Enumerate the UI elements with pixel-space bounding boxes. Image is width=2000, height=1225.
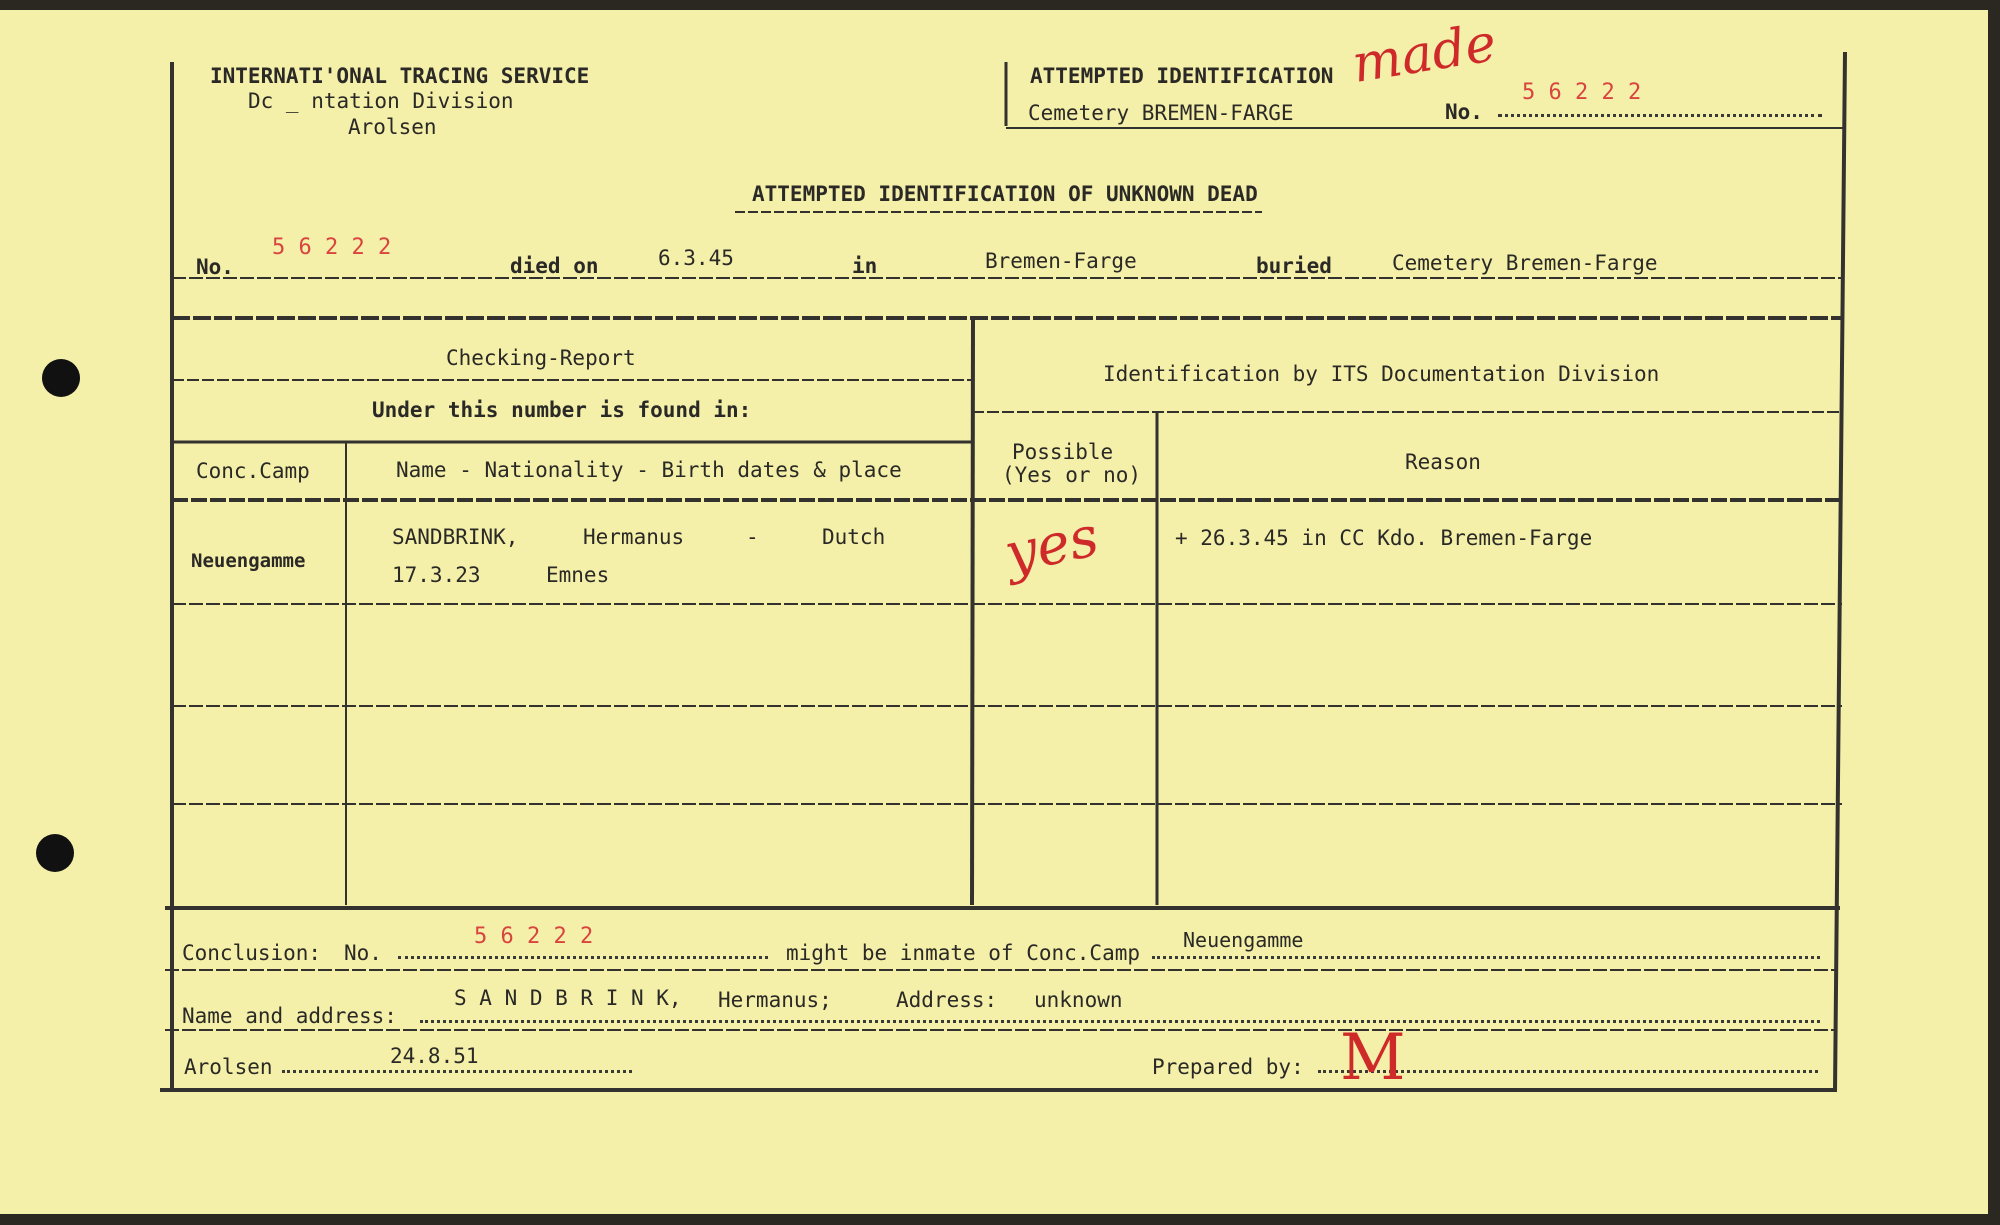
row1-surname: SANDBRINK, [392, 525, 519, 549]
footer-place: Arolsen [184, 1055, 273, 1079]
row1-birth-place: Emnes [546, 563, 610, 587]
died-on-value: 6.3.45 [658, 246, 734, 270]
org-city: Arolsen [348, 115, 437, 139]
conclusion-might-be: might be inmate of Conc.Camp [786, 941, 1141, 965]
name-address-given: Hermanus; [718, 988, 832, 1012]
box-title: ATTEMPTED IDENTIFICATION [1030, 64, 1334, 88]
col-name: Name - Nationality - Birth dates & place [396, 458, 902, 482]
died-on-label: died on [510, 254, 599, 278]
footer-date-dots [282, 1070, 632, 1073]
header-no-value: 5 6 2 2 2 [1522, 80, 1642, 105]
checking-report-header: Checking-Report [446, 346, 636, 370]
handwritten-made: made [1348, 13, 1501, 95]
col-reason: Reason [1405, 450, 1481, 474]
conclusion-camp-dots [1152, 956, 1820, 959]
buried-label: buried [1256, 254, 1332, 278]
record-no-label: No. [196, 255, 234, 279]
conclusion-camp-value: Neuengamme [1183, 928, 1304, 952]
prepared-by-initial: M [1340, 1021, 1406, 1095]
conclusion-no-label: No. [344, 941, 382, 965]
record-no-value: 5 6 2 2 2 [272, 235, 392, 260]
in-label: in [852, 254, 878, 278]
cemetery-line: Cemetery BREMEN-FARGE [1028, 101, 1294, 125]
row1-birth-date: 17.3.23 [392, 563, 481, 587]
form-title: ATTEMPTED IDENTIFICATION OF UNKNOWN DEAD [752, 182, 1258, 206]
org-name: INTERNATI'ONAL TRACING SERVICE [210, 64, 590, 88]
row1-given-name: Hermanus [583, 525, 685, 549]
org-division: Dc _ ntation Division [248, 89, 514, 113]
row1-reason: + 26.3.45 in CC Kdo. Bremen-Farge [1175, 526, 1593, 550]
conclusion-label: Conclusion: [182, 941, 322, 965]
under-number-header: Under this number is found in: [372, 398, 752, 422]
row1-nationality: Dutch [822, 525, 886, 549]
col-conc-camp: Conc.Camp [196, 459, 310, 483]
name-address-dots [420, 1020, 1820, 1023]
header-no-dots [1498, 114, 1822, 117]
conclusion-no-value: 5 6 2 2 2 [474, 924, 594, 949]
buried-value: Cemetery Bremen-Farge [1392, 251, 1658, 275]
footer-date: 24.8.51 [390, 1044, 479, 1068]
in-value: Bremen-Farge [985, 249, 1137, 273]
row1-dash: - [746, 525, 759, 549]
header-no-label: No. [1445, 100, 1483, 124]
identification-header: Identification by ITS Documentation Division [1103, 362, 1660, 386]
row1-possible-handwritten: yes [999, 503, 1105, 588]
prepared-by-label: Prepared by: [1152, 1055, 1304, 1079]
row1-camp: Neuengamme [191, 550, 306, 572]
address-label: Address: [896, 988, 998, 1012]
name-address-name: S A N D B R I N K, [454, 986, 682, 1010]
name-address-label: Name and address: [182, 1004, 397, 1028]
address-value: unknown [1034, 988, 1123, 1012]
col-possible-line2: (Yes or no) [1002, 463, 1142, 487]
col-possible-line1: Possible [1012, 440, 1114, 464]
conclusion-no-dots [398, 956, 768, 959]
